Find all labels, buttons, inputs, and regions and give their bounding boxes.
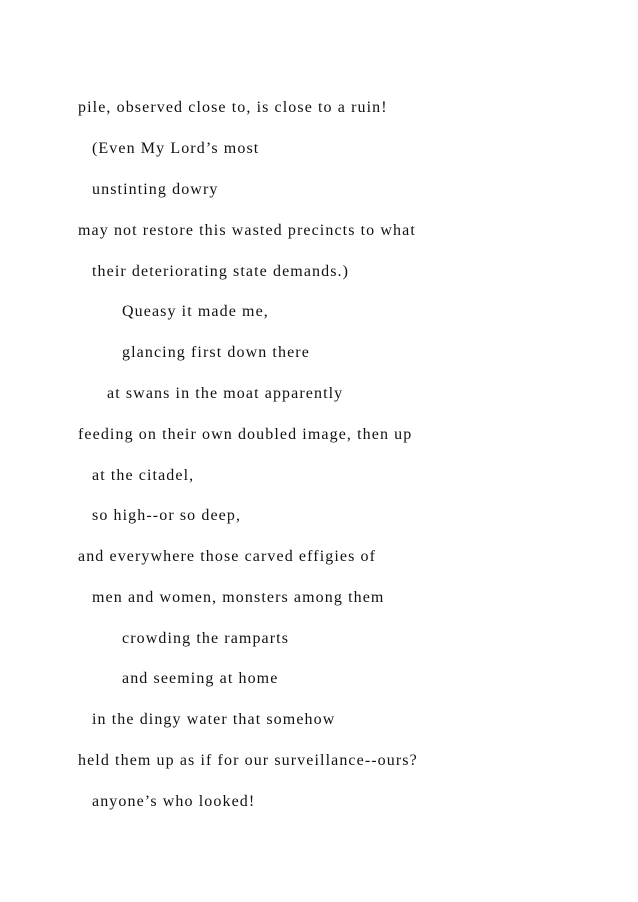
poem-line: glancing first down there: [122, 344, 310, 361]
poem-line: in the dingy water that somehow: [92, 711, 336, 728]
poem-line: may not restore this wasted precincts to what: [78, 222, 416, 239]
poem-line: and everywhere those carved effigies of: [78, 548, 377, 565]
poem-line: so high--or so deep,: [92, 507, 242, 524]
poem-line: (Even My Lord’s most: [92, 140, 260, 157]
poem-line: their deteriorating state demands.): [92, 263, 350, 280]
poem-line: Queasy it made me,: [122, 303, 269, 320]
poem-line: at the citadel,: [92, 467, 195, 484]
poem-line: unstinting dowry: [92, 181, 219, 198]
poem-line: anyone’s who looked!: [92, 793, 256, 810]
poem-line: crowding the ramparts: [122, 630, 290, 647]
poem-line: held them up as if for our surveillance--ours?: [78, 752, 418, 769]
poem-line: men and women, monsters among them: [92, 589, 385, 606]
poem-line: pile, observed close to, is close to a ruin!: [78, 99, 388, 116]
poem-line: and seeming at home: [122, 670, 279, 687]
poem-line: feeding on their own doubled image, then up: [78, 426, 413, 443]
poem-line: at swans in the moat apparently: [107, 385, 344, 402]
